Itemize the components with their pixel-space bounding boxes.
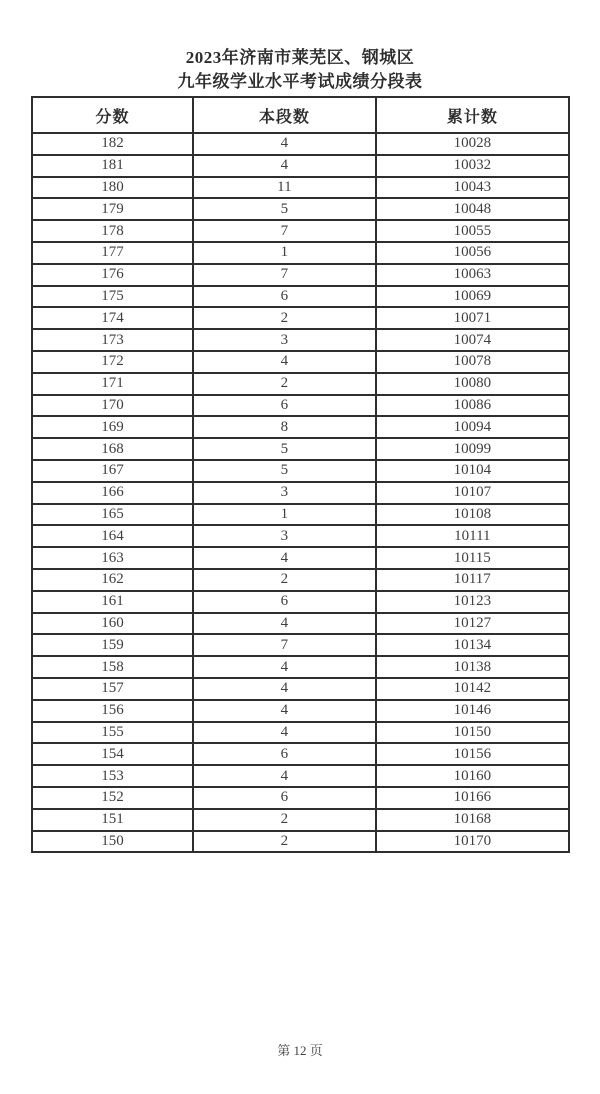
cumulative-count-cell: 10032: [376, 155, 569, 177]
header-score: 分数: [32, 97, 193, 133]
segment-count-cell: 3: [193, 482, 376, 504]
score-cell: 173: [32, 329, 193, 351]
cumulative-count-cell: 10099: [376, 438, 569, 460]
score-cell: 168: [32, 438, 193, 460]
header-segment-count: 本段数: [193, 97, 376, 133]
segment-count-cell: 1: [193, 242, 376, 264]
table-row: [32, 155, 569, 177]
table-row: [32, 700, 569, 722]
score-cell: 150: [32, 831, 193, 853]
score-cell: 157: [32, 678, 193, 700]
table-row: [32, 831, 569, 853]
document-title: [0, 46, 600, 94]
segment-count-cell: 7: [193, 220, 376, 242]
segment-count-cell: 6: [193, 395, 376, 417]
score-cell: 164: [32, 525, 193, 547]
table-row: [32, 722, 569, 744]
segment-count-cell: 2: [193, 809, 376, 831]
segment-count-cell: 2: [193, 373, 376, 395]
cumulative-count-cell: 10146: [376, 700, 569, 722]
title-line-1: 2023年济南市莱芜区、钢城区: [185, 48, 415, 67]
table-row: [32, 242, 569, 264]
cumulative-count-cell: 10063: [376, 264, 569, 286]
cumulative-count-cell: 10074: [376, 329, 569, 351]
score-cell: 181: [32, 155, 193, 177]
segment-count-cell: 4: [193, 613, 376, 635]
page-number: 第 12 页: [277, 1043, 323, 1058]
segment-count-cell: 3: [193, 329, 376, 351]
score-cell: 154: [32, 743, 193, 765]
table-row: [32, 613, 569, 635]
table-row: [32, 220, 569, 242]
table-row: [32, 351, 569, 373]
score-cell: 169: [32, 416, 193, 438]
cumulative-count-cell: 10138: [376, 656, 569, 678]
segment-count-cell: 6: [193, 743, 376, 765]
table-row: [32, 329, 569, 351]
score-table: [31, 96, 570, 853]
table-row: [32, 678, 569, 700]
segment-count-cell: 6: [193, 787, 376, 809]
score-cell: 180: [32, 177, 193, 199]
cumulative-count-cell: 10055: [376, 220, 569, 242]
score-cell: 163: [32, 547, 193, 569]
cumulative-count-cell: 10168: [376, 809, 569, 831]
score-cell: 160: [32, 613, 193, 635]
table-row: [32, 133, 569, 155]
cumulative-count-cell: 10123: [376, 591, 569, 613]
score-cell: 172: [32, 351, 193, 373]
table-row: [32, 482, 569, 504]
cumulative-count-cell: 10069: [376, 286, 569, 308]
score-cell: 165: [32, 504, 193, 526]
segment-count-cell: 4: [193, 155, 376, 177]
cumulative-count-cell: 10048: [376, 198, 569, 220]
cumulative-count-cell: 10028: [376, 133, 569, 155]
cumulative-count-cell: 10117: [376, 569, 569, 591]
score-cell: 174: [32, 307, 193, 329]
segment-count-cell: 6: [193, 286, 376, 308]
table-row: [32, 504, 569, 526]
segment-count-cell: 11: [193, 177, 376, 199]
score-table-body: [32, 133, 569, 852]
cumulative-count-cell: 10170: [376, 831, 569, 853]
cumulative-count-cell: 10086: [376, 395, 569, 417]
table-row: [32, 656, 569, 678]
score-cell: 167: [32, 460, 193, 482]
cumulative-count-cell: 10080: [376, 373, 569, 395]
cumulative-count-cell: 10142: [376, 678, 569, 700]
segment-count-cell: 2: [193, 831, 376, 853]
table-row: [32, 743, 569, 765]
cumulative-count-cell: 10156: [376, 743, 569, 765]
title-line-2: 九年级学业水平考试成绩分段表: [177, 72, 423, 91]
segment-count-cell: 4: [193, 547, 376, 569]
segment-count-cell: 5: [193, 438, 376, 460]
table-row: [32, 307, 569, 329]
table-row: [32, 264, 569, 286]
segment-count-cell: 2: [193, 307, 376, 329]
score-cell: 178: [32, 220, 193, 242]
score-cell: 176: [32, 264, 193, 286]
score-cell: 175: [32, 286, 193, 308]
segment-count-cell: 6: [193, 591, 376, 613]
segment-count-cell: 4: [193, 656, 376, 678]
score-cell: 162: [32, 569, 193, 591]
score-cell: 161: [32, 591, 193, 613]
table-row: [32, 395, 569, 417]
segment-count-cell: 3: [193, 525, 376, 547]
segment-count-cell: 4: [193, 700, 376, 722]
cumulative-count-cell: 10056: [376, 242, 569, 264]
segment-count-cell: 4: [193, 678, 376, 700]
cumulative-count-cell: 10078: [376, 351, 569, 373]
segment-count-cell: 4: [193, 765, 376, 787]
table-row: [32, 460, 569, 482]
table-row: [32, 373, 569, 395]
table-row: [32, 438, 569, 460]
table-row: [32, 416, 569, 438]
score-cell: 170: [32, 395, 193, 417]
cumulative-count-cell: 10115: [376, 547, 569, 569]
score-cell: 159: [32, 634, 193, 656]
cumulative-count-cell: 10160: [376, 765, 569, 787]
cumulative-count-cell: 10108: [376, 504, 569, 526]
cumulative-count-cell: 10071: [376, 307, 569, 329]
cumulative-count-cell: 10094: [376, 416, 569, 438]
table-row: [32, 547, 569, 569]
header-row: [32, 97, 569, 133]
score-cell: 179: [32, 198, 193, 220]
cumulative-count-cell: 10166: [376, 787, 569, 809]
score-cell: 153: [32, 765, 193, 787]
score-cell: 166: [32, 482, 193, 504]
cumulative-count-cell: 10127: [376, 613, 569, 635]
segment-count-cell: 7: [193, 264, 376, 286]
table-row: [32, 525, 569, 547]
cumulative-count-cell: 10107: [376, 482, 569, 504]
table-row: [32, 765, 569, 787]
segment-count-cell: 2: [193, 569, 376, 591]
score-cell: 177: [32, 242, 193, 264]
score-cell: 182: [32, 133, 193, 155]
score-cell: 171: [32, 373, 193, 395]
segment-count-cell: 4: [193, 133, 376, 155]
segment-count-cell: 5: [193, 198, 376, 220]
cumulative-count-cell: 10150: [376, 722, 569, 744]
score-cell: 158: [32, 656, 193, 678]
score-cell: 156: [32, 700, 193, 722]
score-cell: 152: [32, 787, 193, 809]
segment-count-cell: 4: [193, 722, 376, 744]
cumulative-count-cell: 10134: [376, 634, 569, 656]
score-cell: 155: [32, 722, 193, 744]
table-row: [32, 198, 569, 220]
segment-count-cell: 8: [193, 416, 376, 438]
table-row: [32, 591, 569, 613]
segment-count-cell: 4: [193, 351, 376, 373]
segment-count-cell: 7: [193, 634, 376, 656]
cumulative-count-cell: 10111: [376, 525, 569, 547]
score-cell: 151: [32, 809, 193, 831]
table-row: [32, 569, 569, 591]
table-row: [32, 177, 569, 199]
table-row: [32, 787, 569, 809]
cumulative-count-cell: 10043: [376, 177, 569, 199]
header-cumulative-count: 累计数: [376, 97, 569, 133]
table-row: [32, 809, 569, 831]
table-row: [32, 634, 569, 656]
segment-count-cell: 5: [193, 460, 376, 482]
table-row: [32, 286, 569, 308]
cumulative-count-cell: 10104: [376, 460, 569, 482]
segment-count-cell: 1: [193, 504, 376, 526]
